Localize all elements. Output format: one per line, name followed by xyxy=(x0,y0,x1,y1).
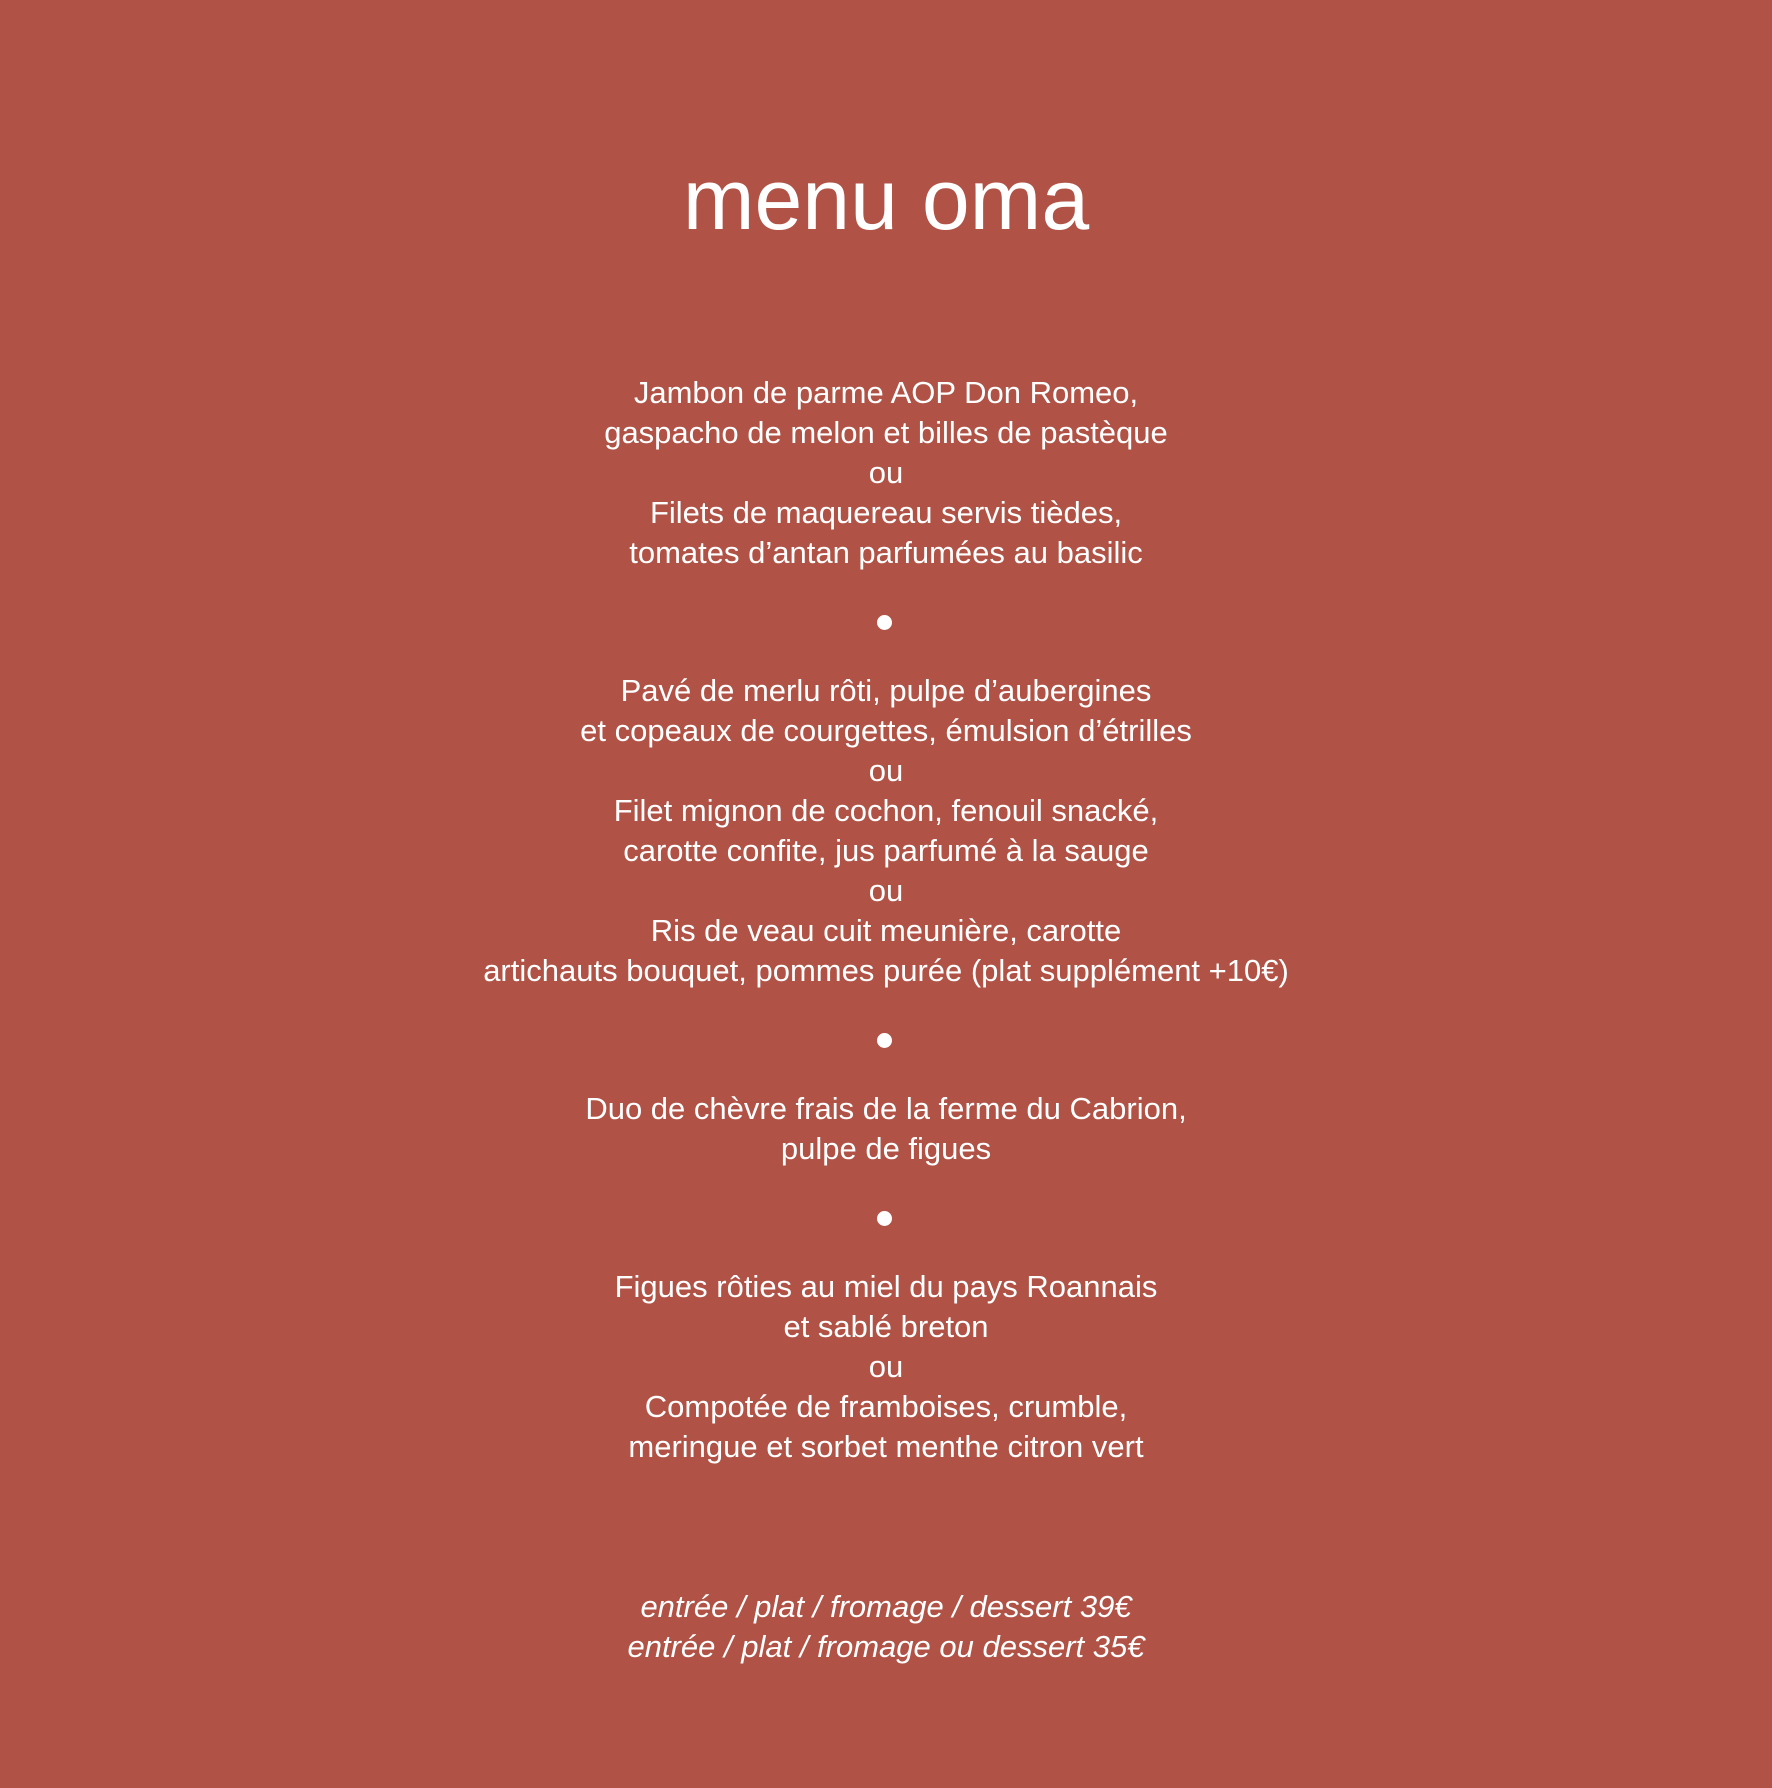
menu-line: Duo de chèvre frais de la ferme du Cabrion, xyxy=(585,1091,1187,1126)
menu-line: Ris de veau cuit meunière, carotte xyxy=(650,913,1122,948)
menu-line: carotte confite, jus parfumé à la sauge xyxy=(623,833,1149,868)
menu-line: et sablé breton xyxy=(783,1309,989,1344)
price-list xyxy=(0,1587,1772,1667)
menu-line: Filets de maquereau servis tièdes, xyxy=(649,495,1123,530)
menu-line-or: ou xyxy=(868,455,904,490)
menu-line-or: ou xyxy=(868,873,904,908)
separator-dot-icon xyxy=(877,1033,892,1048)
menu-line: artichauts bouquet, pommes purée (plat supplément +10€) xyxy=(483,953,1289,988)
menu-line: Jambon de parme AOP Don Romeo, xyxy=(633,375,1139,410)
course-entree xyxy=(0,373,1772,573)
separator-dot-icon xyxy=(877,615,892,630)
menu-line: Filet mignon de cochon, fenouil snacké, xyxy=(613,793,1159,828)
menu-line: meringue et sorbet menthe citron vert xyxy=(628,1429,1144,1464)
course-fromage xyxy=(0,1089,1772,1169)
course-plat xyxy=(0,671,1772,991)
menu-line-or: ou xyxy=(868,1349,904,1384)
menu-line: gaspacho de melon et billes de pastèque xyxy=(604,415,1168,450)
menu-line: Compotée de framboises, crumble, xyxy=(644,1389,1128,1424)
menu-line: Figues rôties au miel du pays Roannais xyxy=(614,1269,1158,1304)
separator-dot-icon xyxy=(877,1211,892,1226)
course-dessert xyxy=(0,1267,1772,1467)
menu-line: tomates d’antan parfumées au basilic xyxy=(629,535,1143,570)
menu-line: pulpe de figues xyxy=(780,1131,992,1166)
price-line-short: entrée / plat / fromage ou dessert 35€ xyxy=(627,1629,1145,1664)
menu-title: menu oma xyxy=(682,152,1090,248)
menu-line: Pavé de merlu rôti, pulpe d’aubergines xyxy=(620,673,1152,708)
price-line-full: entrée / plat / fromage / dessert 39€ xyxy=(640,1589,1132,1624)
menu-line: et copeaux de courgettes, émulsion d’étrilles xyxy=(580,713,1192,748)
menu-line-or: ou xyxy=(868,753,904,788)
